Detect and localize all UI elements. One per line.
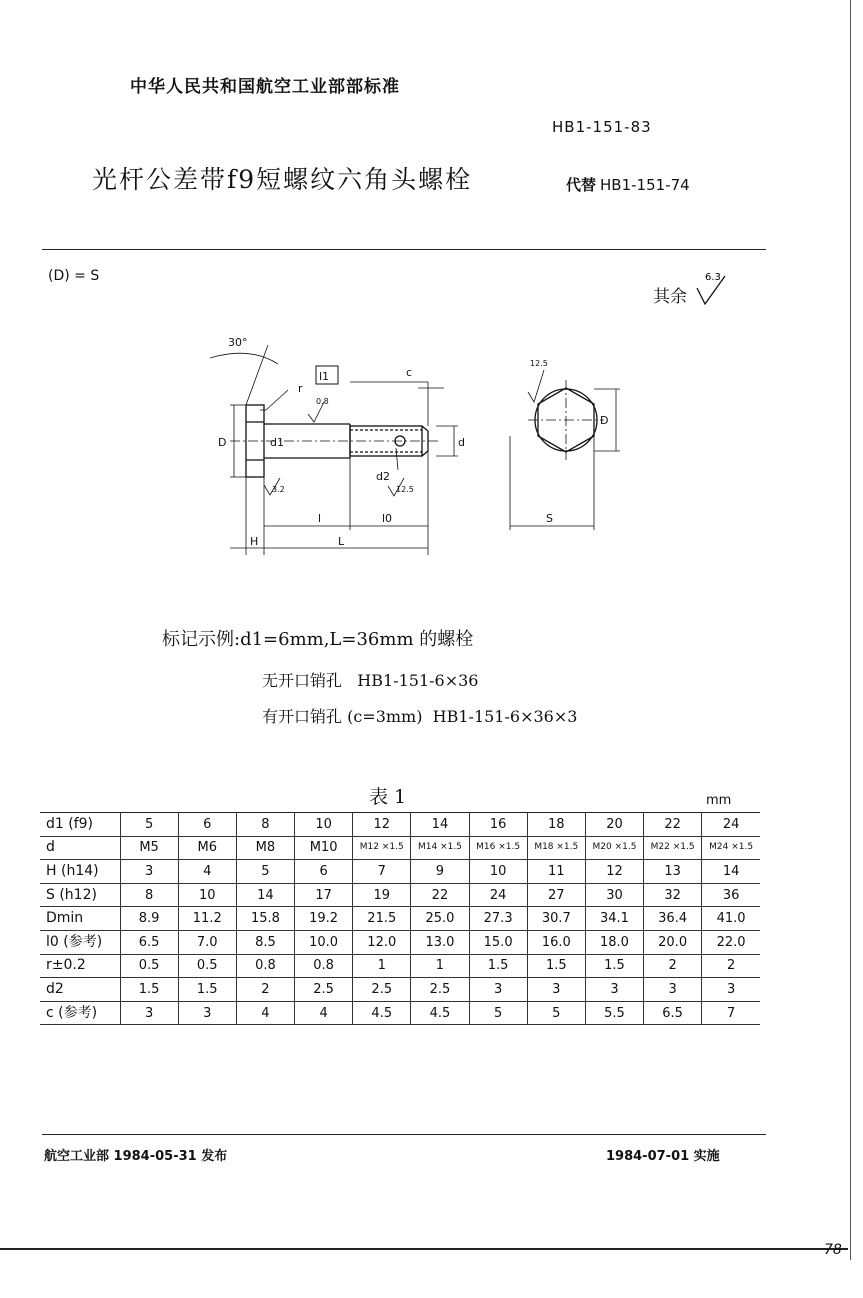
table-cell: 1.5 bbox=[527, 954, 585, 978]
table-cell: 2 bbox=[236, 978, 294, 1002]
table-cell: 20 bbox=[585, 813, 643, 837]
table-cell: M16 ×1.5 bbox=[469, 836, 527, 860]
table-cell: 7 bbox=[353, 860, 411, 884]
table-cell: 6 bbox=[178, 813, 236, 837]
table-cell: 22.0 bbox=[702, 930, 760, 954]
table-cell: 12.0 bbox=[353, 930, 411, 954]
replaces-label: 代替 bbox=[566, 176, 597, 194]
table-cell: 10 bbox=[178, 883, 236, 907]
table-cell: 14 bbox=[236, 883, 294, 907]
table-cell: 4 bbox=[178, 860, 236, 884]
table-cell: 2.5 bbox=[295, 978, 353, 1002]
table-cell: 0.8 bbox=[295, 954, 353, 978]
d-label: d bbox=[458, 436, 465, 449]
table-cell: 11 bbox=[527, 860, 585, 884]
H-label: H bbox=[250, 535, 259, 548]
table-row bbox=[40, 860, 760, 884]
table-cell: 14 bbox=[411, 813, 469, 837]
table-cell: 3 bbox=[178, 1001, 236, 1025]
row-label: d1 (f9) bbox=[40, 813, 120, 837]
marking-example-no-pin-hole bbox=[262, 668, 478, 691]
table-cell: 27 bbox=[527, 883, 585, 907]
table-cell: 25.0 bbox=[411, 907, 469, 931]
table-cell: 2.5 bbox=[353, 978, 411, 1002]
dimension-table bbox=[40, 812, 760, 1025]
table-cell: 12 bbox=[353, 813, 411, 837]
table-cell: 0.5 bbox=[178, 954, 236, 978]
table-cell: 3 bbox=[644, 978, 702, 1002]
header-rule bbox=[42, 249, 766, 250]
roughness-symbol-icon bbox=[653, 270, 743, 320]
table-cell: 4.5 bbox=[411, 1001, 469, 1025]
table-cell: 5 bbox=[120, 813, 178, 837]
table-cell: M8 bbox=[236, 836, 294, 860]
table-cell: 16 bbox=[469, 813, 527, 837]
row-label: r±0.2 bbox=[40, 954, 120, 978]
table-cell: 1.5 bbox=[120, 978, 178, 1002]
issue-date: 航空工业部 1984-05-31 发布 bbox=[44, 1149, 228, 1164]
table-cell: M22 ×1.5 bbox=[644, 836, 702, 860]
dimension-table-body bbox=[40, 813, 760, 1025]
table-cell: 24 bbox=[702, 813, 760, 837]
table-cell: 3 bbox=[469, 978, 527, 1002]
page-edge-rule bbox=[850, 0, 851, 1260]
table-cell: 8 bbox=[120, 883, 178, 907]
table-cell: 9 bbox=[411, 860, 469, 884]
table-row bbox=[40, 836, 760, 860]
angle-label: 30° bbox=[228, 336, 248, 349]
table-cell: 24 bbox=[469, 883, 527, 907]
implementation-date: 1984-07-01 实施 bbox=[606, 1149, 720, 1164]
table-row bbox=[40, 883, 760, 907]
footer-rule bbox=[42, 1134, 766, 1135]
table-cell: 7.0 bbox=[178, 930, 236, 954]
table-cell: M24 ×1.5 bbox=[702, 836, 760, 860]
table-cell: 6 bbox=[295, 860, 353, 884]
table-cell: 36.4 bbox=[644, 907, 702, 931]
table-cell: 1.5 bbox=[178, 978, 236, 1002]
D-label: D bbox=[218, 436, 227, 449]
table-row bbox=[40, 1001, 760, 1025]
issuing-organization: 中华人民共和国航空工业部部标准 bbox=[130, 77, 400, 97]
table-cell: 13 bbox=[644, 860, 702, 884]
table-cell: 4.5 bbox=[353, 1001, 411, 1025]
d2-label: d2 bbox=[376, 470, 390, 483]
table-cell: 5 bbox=[469, 1001, 527, 1025]
table-cell: 22 bbox=[411, 883, 469, 907]
table-cell: 8.9 bbox=[120, 907, 178, 931]
table-unit: mm bbox=[706, 793, 732, 808]
hex-D-label: D bbox=[600, 414, 609, 427]
table-cell: 3 bbox=[120, 1001, 178, 1025]
row-label: d bbox=[40, 836, 120, 860]
r-roughness-label: 0.8 bbox=[316, 397, 329, 406]
table-cell: 5.5 bbox=[585, 1001, 643, 1025]
l1-label: l1 bbox=[319, 370, 330, 383]
d1-label: d1 bbox=[270, 436, 284, 449]
rough-125-label: 12.5 bbox=[396, 485, 414, 494]
standard-code: HB1-151-83 bbox=[552, 118, 652, 136]
table-cell: 5 bbox=[527, 1001, 585, 1025]
row-label: Dmin bbox=[40, 907, 120, 931]
table-cell: 8.5 bbox=[236, 930, 294, 954]
table-cell: 6.5 bbox=[120, 930, 178, 954]
table-cell: 2 bbox=[644, 954, 702, 978]
table-cell: 1.5 bbox=[469, 954, 527, 978]
table-cell: 3 bbox=[585, 978, 643, 1002]
replaces-code: HB1-151-74 bbox=[600, 176, 690, 194]
table-cell: 12 bbox=[585, 860, 643, 884]
table-caption: 表 1 bbox=[369, 786, 407, 808]
table-cell: 20.0 bbox=[644, 930, 702, 954]
table-cell: 34.1 bbox=[585, 907, 643, 931]
table-cell: 18 bbox=[527, 813, 585, 837]
bolt-drawing bbox=[190, 330, 630, 560]
table-cell: 30.7 bbox=[527, 907, 585, 931]
table-cell: 3 bbox=[702, 978, 760, 1002]
table-cell: 30 bbox=[585, 883, 643, 907]
marking-example-with-pin-hole bbox=[262, 704, 577, 727]
table-cell: 1.5 bbox=[585, 954, 643, 978]
table-cell: 4 bbox=[236, 1001, 294, 1025]
table-cell: 10 bbox=[295, 813, 353, 837]
row-label: S (h12) bbox=[40, 883, 120, 907]
page-number: 78 bbox=[824, 1242, 842, 1258]
row-label: l0 (参考) bbox=[40, 930, 120, 954]
table-cell: 3 bbox=[120, 860, 178, 884]
with-pin-hole-label: 有开口销孔 (c=3mm) bbox=[262, 707, 423, 726]
table-cell: 13.0 bbox=[411, 930, 469, 954]
with-pin-hole-code: HB1-151-6×36×3 bbox=[432, 707, 578, 726]
page-bottom-rule bbox=[0, 1248, 848, 1250]
table-cell: 32 bbox=[644, 883, 702, 907]
table-cell: 15.8 bbox=[236, 907, 294, 931]
l0-label: l0 bbox=[382, 512, 393, 525]
table-cell: 6.5 bbox=[644, 1001, 702, 1025]
table-cell: 19.2 bbox=[295, 907, 353, 931]
table-cell: M12 ×1.5 bbox=[353, 836, 411, 860]
r-label: r bbox=[298, 382, 303, 395]
table-cell: M14 ×1.5 bbox=[411, 836, 469, 860]
table-row bbox=[40, 978, 760, 1002]
table-cell: 27.3 bbox=[469, 907, 527, 931]
table-cell: 11.2 bbox=[178, 907, 236, 931]
replaces-note bbox=[566, 174, 690, 195]
table-row bbox=[40, 930, 760, 954]
table-cell: 21.5 bbox=[353, 907, 411, 931]
table-cell: 19 bbox=[353, 883, 411, 907]
roughness-rest-note bbox=[653, 270, 743, 320]
standard-title: 光杆公差带f9短螺纹六角头螺栓 bbox=[92, 165, 473, 194]
table-row bbox=[40, 954, 760, 978]
table-cell: 17 bbox=[295, 883, 353, 907]
table-cell: 7 bbox=[702, 1001, 760, 1025]
no-pin-hole-label: 无开口销孔 bbox=[262, 671, 343, 690]
table-cell: 3 bbox=[527, 978, 585, 1002]
table-cell: 15.0 bbox=[469, 930, 527, 954]
table-cell: M6 bbox=[178, 836, 236, 860]
table-cell: 1 bbox=[411, 954, 469, 978]
table-cell: 2 bbox=[702, 954, 760, 978]
d-equals-s-note: (D) = S bbox=[48, 268, 100, 284]
table-cell: 5 bbox=[236, 860, 294, 884]
table-cell: 1 bbox=[353, 954, 411, 978]
table-cell: 0.5 bbox=[120, 954, 178, 978]
L-label: L bbox=[338, 535, 345, 548]
table-row bbox=[40, 907, 760, 931]
table-cell: M10 bbox=[295, 836, 353, 860]
no-pin-hole-code: HB1-151-6×36 bbox=[357, 671, 479, 690]
l-label: l bbox=[318, 512, 322, 525]
table-cell: 36 bbox=[702, 883, 760, 907]
table-cell: 16.0 bbox=[527, 930, 585, 954]
marking-example-title: 标记示例:d1=6mm,L=36mm 的螺栓 bbox=[162, 629, 474, 650]
S-label: S bbox=[546, 512, 553, 525]
table-cell: 2.5 bbox=[411, 978, 469, 1002]
table-cell: 14 bbox=[702, 860, 760, 884]
roughness-rest-label: 其余 bbox=[653, 287, 687, 307]
table-cell: 0.8 bbox=[236, 954, 294, 978]
row-label: c (参考) bbox=[40, 1001, 120, 1025]
table-cell: 41.0 bbox=[702, 907, 760, 931]
table-cell: 8 bbox=[236, 813, 294, 837]
table-cell: 10 bbox=[469, 860, 527, 884]
table-cell: 22 bbox=[644, 813, 702, 837]
rough-32-label: 3.2 bbox=[272, 485, 285, 494]
roughness-rest-value: 6.3 bbox=[705, 272, 721, 283]
row-label: H (h14) bbox=[40, 860, 120, 884]
table-cell: M20 ×1.5 bbox=[585, 836, 643, 860]
rough-125-hex-label: 12.5 bbox=[530, 359, 548, 368]
table-cell: 18.0 bbox=[585, 930, 643, 954]
table-row bbox=[40, 813, 760, 837]
c-label: c bbox=[406, 366, 413, 379]
row-label: d2 bbox=[40, 978, 120, 1002]
table-cell: M18 ×1.5 bbox=[527, 836, 585, 860]
table-cell: M5 bbox=[120, 836, 178, 860]
table-cell: 10.0 bbox=[295, 930, 353, 954]
table-cell: 4 bbox=[295, 1001, 353, 1025]
